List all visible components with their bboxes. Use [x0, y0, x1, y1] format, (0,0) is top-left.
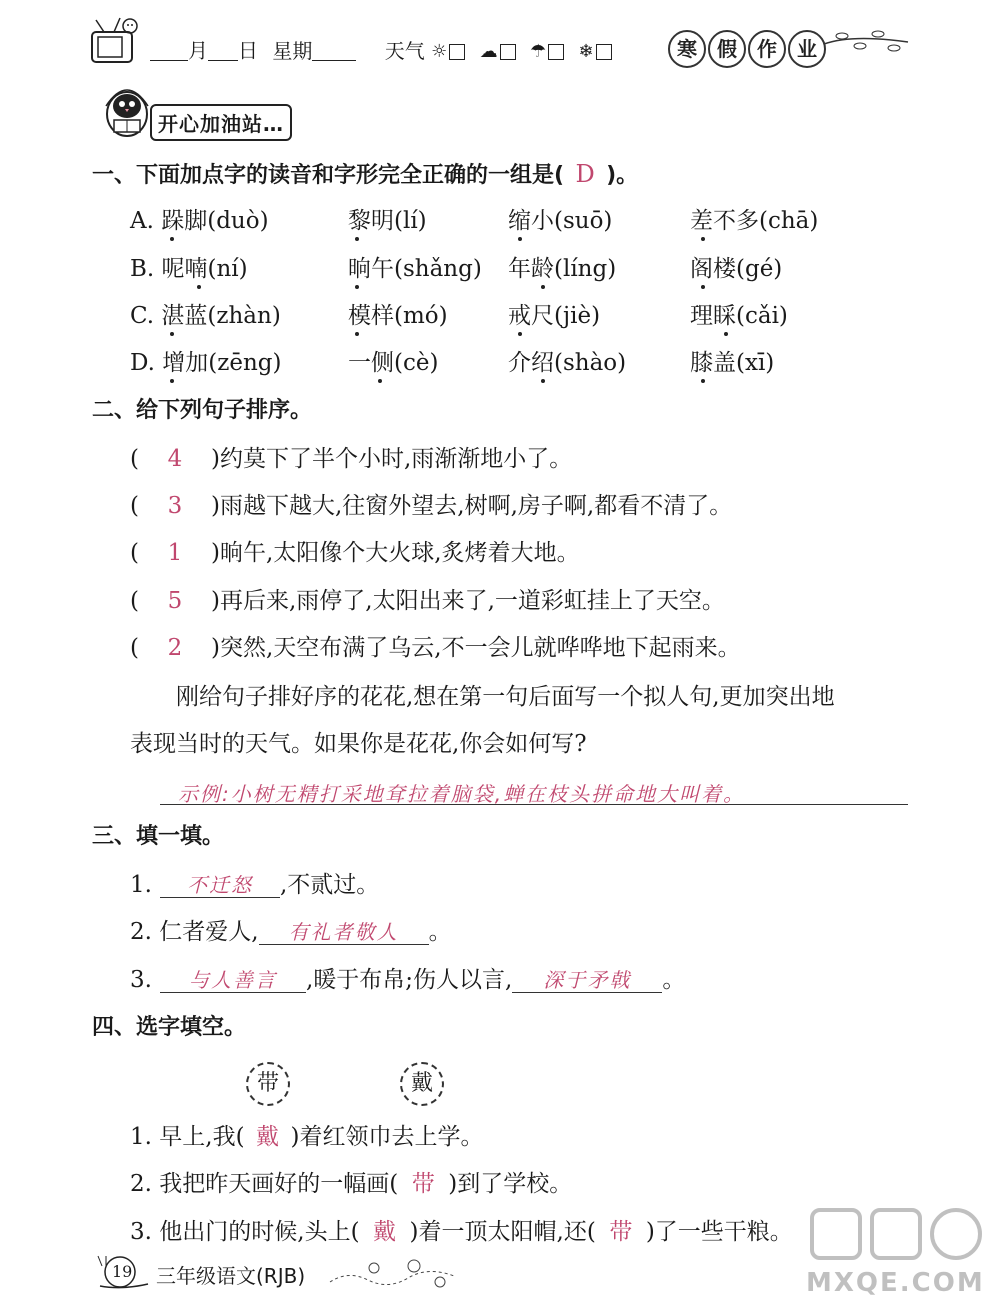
emphasis-dot	[170, 332, 174, 336]
q4-answer: 带	[411, 1171, 435, 1197]
q3-answer-3a: 与人善言	[188, 968, 277, 992]
page-number: 19	[112, 1262, 133, 1281]
q2-sentence: )突然,天空布满了乌云,不一会儿就哗哗地下起雨来。	[210, 635, 741, 661]
q4-sentence-3: 3. 他出门的时候,头上( 戴 )着一顶太阳帽,还( 带 )了一些干粮。	[130, 1219, 793, 1245]
q3-answer-2: 有礼者敬人	[288, 920, 399, 944]
option-cell: 膝盖(xī)	[690, 350, 775, 376]
emphasis-dot	[197, 285, 201, 289]
q2-item: ( 5 )再后来,雨停了,太阳出来了,一道彩虹挂上了天空。	[130, 588, 725, 614]
option-cell: 阁楼(gé)	[690, 256, 783, 282]
option-cell: 戒尺(jiè)	[508, 303, 601, 329]
badge-char: 假	[708, 30, 746, 68]
emphasis-dot	[355, 285, 359, 289]
weather-checkbox-cloudy[interactable]	[500, 44, 516, 60]
q2-item: ( 2 )突然,天空布满了乌云,不一会儿就哗哗地下起雨来。	[130, 635, 741, 661]
badge-char: 业	[788, 30, 826, 68]
option-cell: 差不多(chā)	[690, 208, 819, 234]
q3-answer-3b: 深于矛戟	[543, 968, 632, 992]
q2-prompt-line-2: 表现当时的天气。如果你是花花,你会如何写?	[130, 731, 587, 757]
option-cell: 晌午(shǎng)	[348, 256, 482, 282]
badge-char: 寒	[668, 30, 706, 68]
option-cell: A. 跺脚(duò)	[130, 208, 269, 234]
choice-badge-dai-wear	[400, 1062, 444, 1106]
q2-prompt-line-1: 刚给句子排好序的花花,想在第一句后面写一个拟人句,更加突出地	[176, 684, 835, 710]
branch-decoration-icon	[822, 20, 912, 60]
emphasis-dot	[701, 285, 705, 289]
month-label: 月	[188, 38, 208, 63]
option-cell: 理睬(cǎi)	[690, 303, 788, 329]
q2-sentence: )晌午,太阳像个大火球,炙烤着大地。	[210, 540, 580, 566]
choice-char: 带	[256, 1071, 279, 1096]
q2-order-answer: 1	[167, 540, 183, 566]
q3-heading: 三、填一填。	[92, 824, 225, 849]
q4-answer: 戴	[373, 1219, 397, 1245]
weather-checkbox-snowy[interactable]	[596, 44, 612, 60]
q2-sentence: )再后来,雨停了,太阳出来了,一道彩虹挂上了天空。	[210, 588, 725, 614]
q2-order-answer: 2	[167, 635, 183, 661]
choice-char: 戴	[410, 1071, 433, 1096]
emphasis-dot	[170, 237, 174, 241]
watermark-text: MXQE.COM	[806, 1268, 985, 1298]
option-cell: D. 增加(zēng)	[130, 350, 282, 376]
option-cell: 缩小(suō)	[508, 208, 613, 234]
q2-item: ( 3 )雨越下越大,往窗外望去,树啊,房子啊,都看不清了。	[130, 493, 733, 519]
emphasis-dot	[355, 237, 359, 241]
snow-icon: ❄	[578, 41, 594, 62]
cloud-icon: ☁	[479, 41, 498, 62]
q2-example-answer: 示例:小树无精打采地耷拉着脑袋,蝉在枝头拼命地大叫着。	[178, 782, 746, 806]
q4-answer: 戴	[256, 1124, 280, 1150]
q4-sentence-1: 1. 早上,我( 戴 )着红领巾去上学。	[130, 1124, 484, 1150]
q2-order-answer: 5	[167, 588, 183, 614]
q2-item: ( 1 )晌午,太阳像个大火球,炙烤着大地。	[130, 540, 580, 566]
emphasis-dot	[541, 379, 545, 383]
emphasis-dot	[701, 379, 705, 383]
q1-answer: D	[575, 160, 595, 188]
q3-line-1: 1. 不迁怒 ,不贰过。	[130, 872, 380, 898]
q2-order-answer: 3	[167, 493, 183, 519]
date-line	[150, 40, 612, 61]
q2-sentence: )雨越下越大,往窗外望去,树啊,房子啊,都看不清了。	[210, 493, 733, 519]
banner-title: 开心加油站…	[150, 104, 292, 141]
watermark-logo	[806, 1204, 990, 1300]
q1-heading: 一、下面加点字的读音和字形完全正确的一组是( D )。	[92, 160, 639, 188]
q4-answer: 带	[609, 1219, 633, 1245]
emphasis-dot	[355, 332, 359, 336]
option-cell: 一侧(cè)	[348, 350, 439, 376]
q3-line-2: 2. 仁者爱人, 有礼者敬人 。	[130, 919, 452, 945]
day-label: 日	[238, 38, 258, 63]
option-cell: 介绍(shào)	[508, 350, 627, 376]
emphasis-dot	[170, 379, 174, 383]
option-cell: 模样(mó)	[348, 303, 448, 329]
emphasis-dot	[701, 237, 705, 241]
q2-heading: 二、给下列句子排序。	[92, 398, 313, 423]
watermark-glyph-icon	[806, 1204, 990, 1264]
q2-order-answer: 4	[167, 446, 183, 472]
q4-heading: 四、选字填空。	[92, 1015, 247, 1040]
emphasis-dot	[518, 332, 522, 336]
sun-icon: ☼	[431, 41, 448, 62]
option-cell: C. 湛蓝(zhàn)	[130, 303, 281, 329]
option-cell: B. 呢喃(ní)	[130, 256, 248, 282]
q2-sentence: )约莫下了半个小时,雨渐渐地小了。	[210, 446, 573, 472]
emphasis-dot	[378, 379, 382, 383]
q4-sentence-2: 2. 我把昨天画好的一幅画( 带 )到了学校。	[130, 1171, 573, 1197]
q2-item: ( 4 )约莫下了半个小时,雨渐渐地小了。	[130, 446, 573, 472]
choice-badge-dai-belt	[246, 1062, 290, 1106]
rain-icon: ☂	[529, 41, 547, 62]
flower-vine-decoration-icon	[328, 1256, 458, 1292]
penguin-reading-icon	[96, 78, 158, 142]
tv-mascot-icon	[86, 14, 146, 70]
emphasis-dot	[724, 332, 728, 336]
footer-label: 三年级语文(RJB)	[156, 1264, 306, 1288]
badge-char: 作	[748, 30, 786, 68]
emphasis-dot	[518, 237, 522, 241]
weather-checkbox-rainy[interactable]	[548, 44, 564, 60]
emphasis-dot	[541, 285, 545, 289]
option-cell: 黎明(lí)	[348, 208, 427, 234]
q3-line-3: 3. 与人善言 ,暖于布帛;伤人以言, 深于矛戟 。	[130, 967, 686, 993]
weekday-label: 星期	[272, 38, 313, 63]
option-cell: 年龄(líng)	[508, 256, 617, 282]
weather-checkbox-sunny[interactable]	[449, 44, 465, 60]
q3-answer-1: 不迁怒	[186, 873, 253, 897]
weather-label: 天气	[384, 38, 425, 63]
